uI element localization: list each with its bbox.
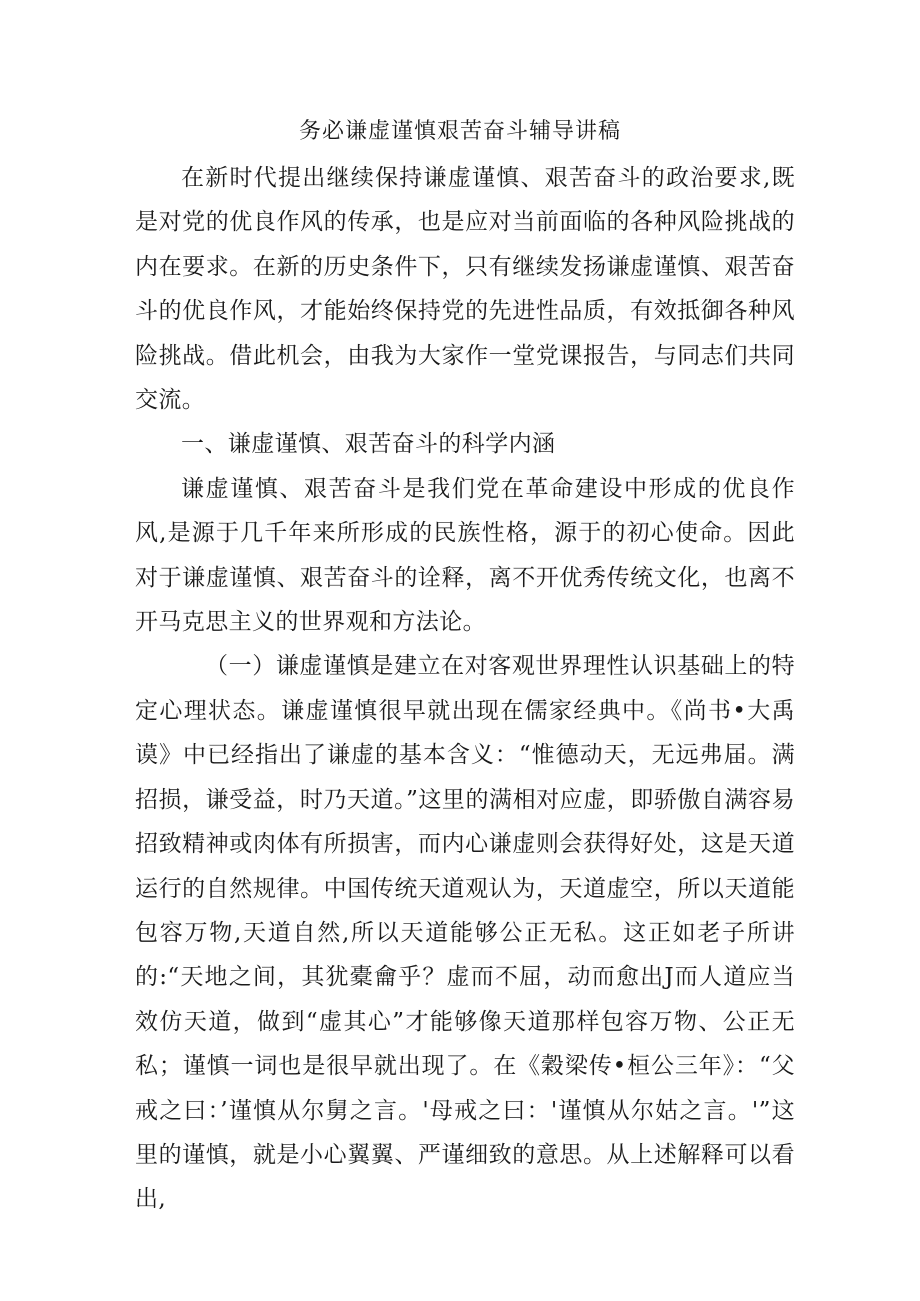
intro-paragraph: 在新时代提出继续保持谦虚谨慎、艰苦奋斗的政治要求,既是对党的优良作风的传承，也是应对当前面临的各种风险挑战的内在要求。在新的历史条件下，只有继续发扬谦虚谨慎、艰苦奋斗的优良作风，才能始终保持党的先进性品质，有效抵御各种风险挑战。借此机会，由我为大家作一堂党课报告，与同志们共同交流。 bbox=[135, 165, 795, 414]
subsection-paragraph: （一）谦虚谨慎是建立在对客观世界理性认识基础上的特定心理状态。谦虚谨慎很早就出现在儒家经典中。《尚书•大禹谟》中已经指出了谦虚的基本含义：“惟德动天，无远弗届。满招损，谦受益，时乃天道。”这里的满相对应虚，即骄傲自满容易招致精神或肉体有所损害，而内心谦虚则会获得好处，这是天道运行的自然规律。中国传统天道观认为，天道虚空，所以天道能包容万物,天道自然,所以天道能够公正无私。这正如老子所讲的:“天地之间，其犹橐龠乎？虚而不屈，动而愈出J而人道应当效仿天道，做到“虚其心”才能够像天道那样包容万物、公正无私；谨慎一词也是很早就出现了。在《穀梁传•桓公三年》：“父戒之曰：’谨慎从尔舅之言。'母戒之曰：'谨慎从尔姑之言。'”这里的谨慎，就是小心翼翼、严谨细致的意思。从上述解释可以看出, bbox=[135, 653, 795, 1213]
document-body bbox=[135, 156, 795, 1222]
page-title: 务必谦虚谨慎艰苦奋斗辅导讲稿 bbox=[298, 119, 621, 144]
section-heading: 一、谦虚谨慎、艰苦奋斗的科学内涵 bbox=[181, 431, 556, 458]
section-paragraph: 谦虚谨慎、艰苦奋斗是我们党在革命建设中形成的优良作风,是源于几千年来所形成的民族性格，源于的初心使命。因此对于谦虚谨慎、艰苦奋斗的诠释，离不开优秀传统文化，也离不开马克思主义的世界观和方法论。 bbox=[135, 475, 795, 636]
